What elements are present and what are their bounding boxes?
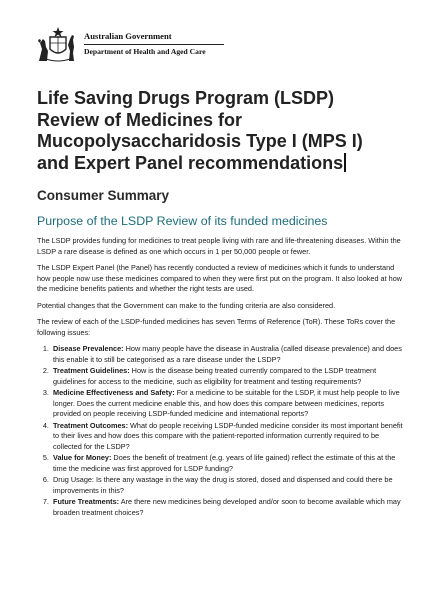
list-item xyxy=(51,344,407,365)
text-cursor xyxy=(344,153,346,172)
term-label: Drug Usage: xyxy=(53,475,94,484)
term-label: Medicine Effectiveness and Safety: xyxy=(53,388,175,397)
document-title[interactable] xyxy=(37,88,397,174)
body-text xyxy=(37,236,407,519)
government-header xyxy=(36,25,406,65)
term-label: Disease Prevalence: xyxy=(53,344,124,353)
term-text: Does the benefit of treatment (e.g. years of life gained) reflect the estimate of this at the time the medicine was first approved for LSDP funding? xyxy=(53,453,396,473)
term-label: Treatment Guidelines: xyxy=(53,366,130,375)
paragraph: The LSDP provides funding for medicines to treat people living with rare and life-threatening diseases. Within the LSDP a rare disease is defined as one which occurs in 1 per 50,000 people or fewer. xyxy=(37,236,401,256)
paragraph: Potential changes that the Government can make to the funding criteria are also considered. xyxy=(37,300,336,310)
paragraph: The review of each of the LSDP-funded medicines has seven Terms of Reference (ToR). These ToRs cover the following issues: xyxy=(37,317,396,337)
term-text: What do people receiving LSDP-funded medicine consider its most important benefit to their lives and how does this compare with the patient-reported information currently required to be collected for the LSDP? xyxy=(53,420,403,451)
title-text: Life Saving Drugs Program (LSDP) Review of Medicines for Mucopolysaccharidosis Type I (MPS I) and Expert Panel recommendations xyxy=(37,88,363,173)
list-item xyxy=(51,388,407,420)
term-text: Are there new medicines being developed and/or soon to become available which may broaden treatment choices? xyxy=(53,497,401,517)
terms-of-reference-list xyxy=(37,344,407,518)
term-text: How is the disease being treated currently compared to the LSDP treatment guidelines for access to the medicine, such as eligibility for treatment and testing requirements? xyxy=(53,366,377,386)
paragraph: The LSDP Expert Panel (the Panel) has recently conducted a review of medicines which it funds to understand how people now use these medicines compared to when they were first put on the program. It also looked at how the medicine benefits patients and whether the right tests are used. xyxy=(37,263,403,293)
list-item xyxy=(51,475,407,496)
term-label: Treatment Outcomes: xyxy=(53,420,129,430)
term-text: For a medicine to be suitable for the LSDP, it must help people to live longer. Does the current medicine enable this, and how does this compare between medicines, reports provided on people receiving LSDP-funded medicine and international reports? xyxy=(53,388,400,418)
list-item xyxy=(51,366,407,387)
header-divider xyxy=(84,44,224,45)
coat-of-arms-logo xyxy=(36,25,80,63)
document-subtitle: Consumer Summary xyxy=(37,188,170,203)
list-item xyxy=(51,453,407,474)
term-label: Future Treatments: xyxy=(53,497,120,506)
list-item xyxy=(51,497,407,518)
government-wordmark xyxy=(84,31,224,57)
term-label: Value for Money: xyxy=(53,453,112,462)
term-text: Is there any wastage in the way the drug is stored, dosed and dispensed and could there be improvements in this? xyxy=(53,475,393,495)
government-name: Australian Government xyxy=(84,31,172,41)
list-item xyxy=(51,421,407,453)
section-heading: Purpose of the LSDP Review of its funded medicines xyxy=(37,214,328,228)
department-name: Department of Health and Aged Care xyxy=(84,47,206,56)
term-text: How many people have the disease in Australia (called disease prevalence) and does this enable it to still be categorised as a rare disease under the LSDP? xyxy=(53,344,402,364)
